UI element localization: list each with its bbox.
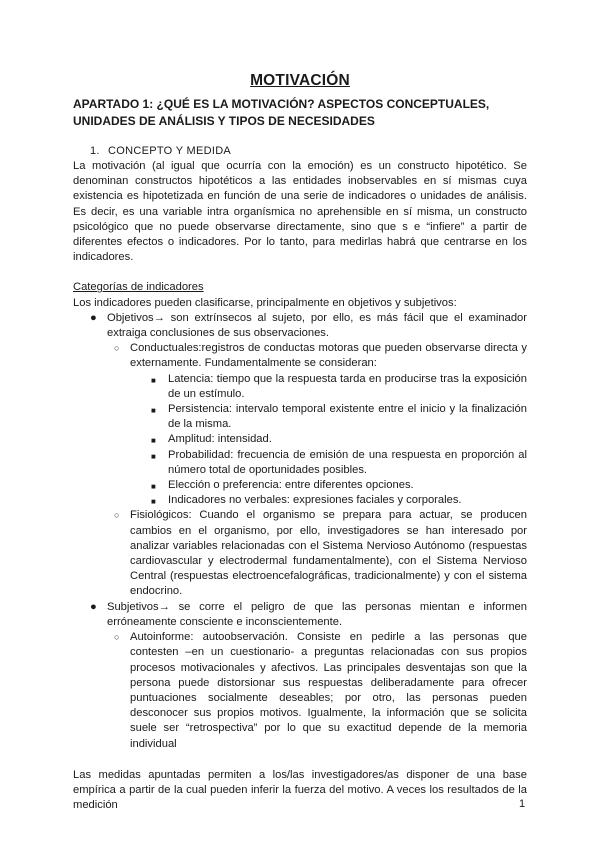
bullet-icon: ● (90, 311, 97, 324)
circle-bullet-icon: ○ (114, 343, 120, 354)
list-item: ■ Indicadores no verbales: expresiones faciales y corporales. (148, 493, 527, 508)
categories-heading: Categorías de indicadores (73, 281, 204, 294)
section-heading (90, 144, 527, 159)
circle-bullet-icon: ○ (114, 632, 120, 643)
list-item-subjetivos (73, 600, 527, 752)
closing-paragraph: Las medidas apuntadas permiten a los/las investigadores/as disponer de una base empírica a partir de la cual pueden inferir la fuerza del motivo. A veces los resultados de la medición (73, 768, 527, 812)
list-item-fisiologicos (110, 508, 527, 599)
autoinforme-text: Autoinforme: autoobservación. Consiste en pedirle a las personas que contesten –en un cuestionario- a preguntas relacionadas con sus propios procesos motivacionales y afectivos. Las principales desventajas son que la persona puede distorsionar sus respuestas deliberadamente para ofrecer puntuaciones socialmente deseables; por otro, las personas pueden desconocer sus propios motivos. Igualmente, la información que se solicita suele ser “retrospectiva” por lo que su exactitud depende de la memoria individual (130, 631, 527, 750)
fisiologicos-text: Fisiológicos: Cuando el organismo se prepara para actuar, se producen cambios en el organismo, por ello, investigadores se han interesado por analizar variables relacionadas con el Sistema Nervioso Autónomo (respuestas cardiovascular y electrodermal fundamentalmente), con el Sistema Nervioso Central (respuestas electroencefalográficas, tradicionalmente) y con el sistema endocrino. (130, 509, 527, 598)
page-number: 1 (519, 798, 526, 810)
list-item-conductuales (110, 341, 527, 508)
indicator-list (73, 311, 527, 752)
square-bullet-icon: ■ (151, 436, 156, 446)
list-item: ■ Latencia: tiempo que la respuesta tarda en producirse tras la exposición de un estímulo. (151, 372, 527, 400)
document-page (73, 72, 527, 813)
objetivos-text: Objetivos→ son extrínsecos al sujeto, por ello, es más fácil que el examinador extraiga conclusiones de sus observaciones. (107, 311, 527, 340)
square-bullet-icon: ■ (151, 497, 156, 507)
square-bullet-icon: ■ (151, 406, 156, 416)
list-item: ■ Persistencia: intervalo temporal existente entre el inicio y la finalización de la misma. (151, 403, 527, 431)
concept-paragraph: La motivación (al igual que ocurría con la emoción) es un constructo hipotético. Se denominan constructos hipotéticos a las entidades inobservables en sí mismas cuya existencia es hipotetizada en función de una serie de indicadores o unidades de análisis. Es decir, es una variable intra organísmica no aprehensible en sí misma, un constructo psicológico que no puede observarse directamente, sino que s e “infiere” a partir de diferentes efectos o indicadores. Por lo tanto, para medirlas habrá que centrarse en los indicadores. (73, 160, 527, 264)
square-bullet-icon: ■ (151, 375, 156, 385)
square-bullet-icon: ■ (151, 451, 156, 461)
square-bullet-icon: ■ (151, 482, 156, 492)
conductuales-text: Conductuales:registros de conductas motoras que pueden observarse directa y externamente. Fundamentalmente se consideran: (130, 342, 527, 370)
bullet-icon: ● (90, 600, 97, 613)
list-item-autoinforme (110, 630, 527, 752)
section-number: 1. (90, 145, 100, 157)
subjetivos-text: Subjetivos→ se corre el peligro de que las personas mientan e informen erróneamente consciente e inconscientemente. (107, 600, 527, 628)
list-item: ■ Probabilidad: frecuencia de emisión de una respuesta en proporción al número total de oportunidades posibles. (151, 448, 527, 476)
categories-intro: Los indicadores pueden clasificarse, principalmente en objetivos y subjetivos: (73, 296, 457, 309)
section-subtitle: APARTADO 1: ¿QUÉ ES LA MOTIVACIÓN? ASPECTOS CONCEPTUALES, UNIDADES DE ANÁLISIS Y TIPOS DE NECESIDADES (73, 97, 490, 128)
circle-bullet-icon: ○ (114, 510, 120, 521)
list-item: ■ Elección o preferencia: entre diferentes opciones. (148, 478, 527, 493)
section-label: CONCEPTO Y MEDIDA (108, 145, 232, 157)
page-title: MOTIVACIÓN (250, 72, 350, 89)
list-item-objetivos (73, 311, 527, 600)
list-item: ■ Amplitud: intensidad. (148, 432, 527, 447)
